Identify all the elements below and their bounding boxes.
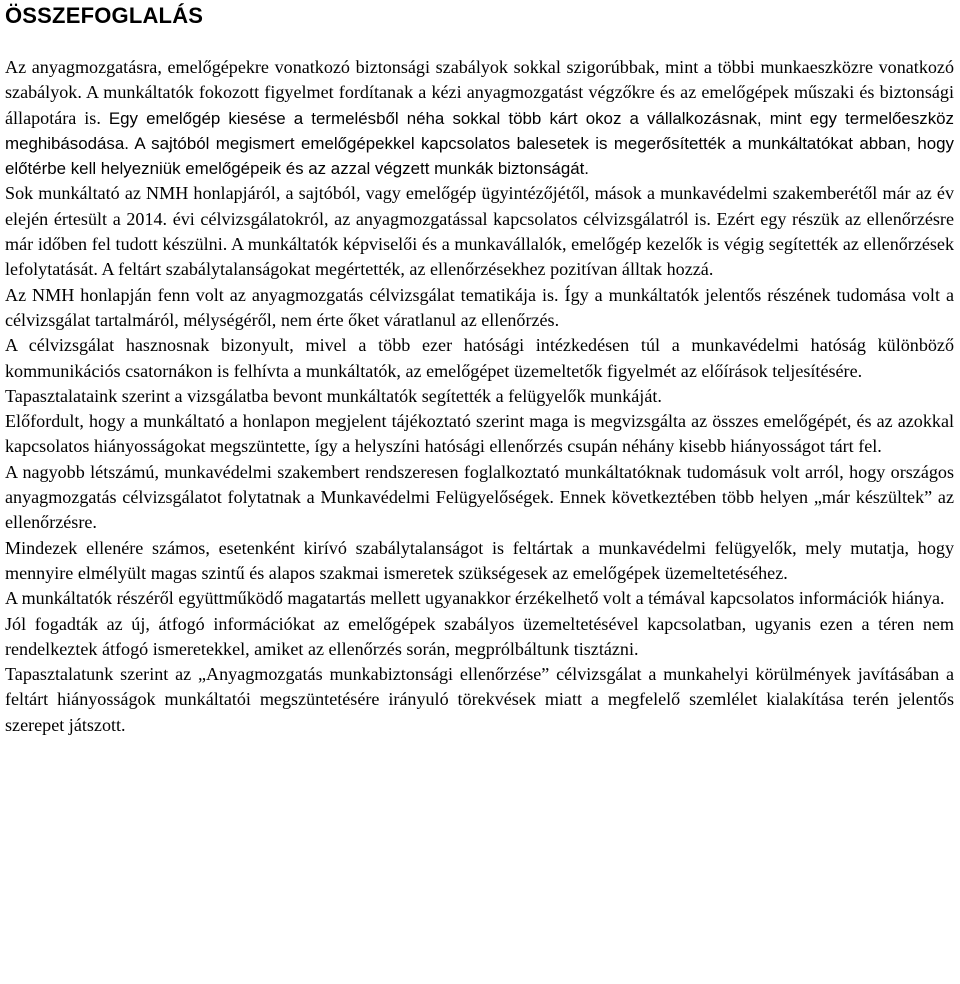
paragraph-text: Az anyagmozgatásra, emelőgépekre vonatkozó biztonsági szabályok sokkal szigorúbbak, mint a többi munkaeszközre vonatkozó szabályok. A munkáltatók fokozott figyelmet fordítanak a kézi anyagmozgatást végzőkre és az emelőgépek műszaki és biztonsági állapotára is. xyxy=(5,57,954,128)
paragraph xyxy=(5,612,954,663)
paragraph-text: Jól fogadták az új, átfogó információkat az emelőgépek szabályos üzemeltetésével kapcsolatban, ugyanis ezen a téren nem rendelkeztek átfogó ismeretekkel, amiket az ellenőrzés során, megprólbáltunk tisztázni. xyxy=(5,613,954,659)
paragraph xyxy=(5,536,954,587)
paragraph xyxy=(5,333,954,384)
paragraph-text: Egy emelőgép kiesése a termelésből néha sokkal több kárt okoz a vállalkozásnak, mint egy termelőeszköz meghibásodása. A sajtóból megismert emelőgépekkel kapcsolatos balesetek is megerősítették a munkáltatókat abban, hogy előtérbe kell helyezniük emelőgépeik és az azzal végzett munkák biztonságát. xyxy=(5,108,954,179)
document-page xyxy=(5,0,954,738)
paragraph-text: Tapasztalataink szerint a vizsgálatba bevont munkáltatók segítették a felügyelők munkáját. xyxy=(5,385,662,406)
paragraph xyxy=(5,409,954,460)
paragraph-text: Mindezek ellenére számos, esetenként kirívó szabálytalanságot is feltártak a munkavédelmi felügyelők, mely mutatja, hogy mennyire elmélyült magas szintű és alapos szakmai ismeretek szükségesek az emelőgépek üzemeltetéséhez. xyxy=(5,537,954,583)
paragraph xyxy=(5,283,954,334)
paragraph xyxy=(5,662,954,738)
paragraph-text: Tapasztalatunk szerint az „Anyagmozgatás munkabiztonsági ellenőrzése” célvizsgálat a munkahelyi körülmények javításában a feltárt hiányosságok munkáltatói megszüntetésére irányuló törekvések miatt a megfelelő szemlélet kialakítása terén jelentős szerepet játszott. xyxy=(5,664,954,735)
paragraph-text: Sok munkáltató az NMH honlapjáról, a sajtóból, vagy emelőgép ügyintézőjétől, mások a munkavédelmi szakemberétől már az év elején értesült a 2014. évi célvizsgálatokról, az anyagmozgatással kapcsolatos célvizsgálatról is. Ezért egy részük az ellenőrzésre már időben fel tudott készülni. A munkáltatók képviselői és a munkavállalók, emelőgép kezelők is végig segítették az ellenőrzések lefolytatását. A feltárt szabálytalanságokat megértették, az ellenőrzésekhez pozitívan álltak hozzá. xyxy=(5,183,954,280)
paragraph-text: A célvizsgálat hasznosnak bizonyult, mivel a több ezer hatósági intézkedésen túl a munkavédelmi hatóság különböző kommunikációs csatornákon is felhívta a munkáltatók, az emelőgépet üzemeltetők figyelmét az előírások teljesítésére. xyxy=(5,335,954,381)
paragraph-text: Előfordult, hogy a munkáltató a honlapon megjelent tájékoztató szerint maga is megvizsgálta az összes emelőgépét, és az azokkal kapcsolatos hiányosságokat megszüntette, így a helyszíni hatósági ellenőrzés csupán néhány kisebb hiányosságot tárt fel. xyxy=(5,411,954,457)
paragraph xyxy=(5,181,954,282)
paragraph-text: A nagyobb létszámú, munkavédelmi szakembert rendszeresen foglalkoztató munkáltatóknak tudomásuk volt arról, hogy országos anyagmozgatás célvizsgálatot folytatnak a Munkavédelmi Felügyelőségek. Ennek következtében több helyen „már készültek” az ellenőrzésre. xyxy=(5,461,954,533)
paragraph xyxy=(5,384,954,409)
paragraph xyxy=(5,460,954,536)
document-title: ÖSSZEFOGLALÁS xyxy=(5,3,204,28)
document-body xyxy=(5,55,954,738)
paragraph-text: A munkáltatók részéről együttműködő magatartás mellett ugyanakkor érzékelhető volt a témával kapcsolatos információk hiánya. xyxy=(5,588,945,609)
paragraph xyxy=(5,586,954,611)
paragraph-text: Az NMH honlapján fenn volt az anyagmozgatás célvizsgálat tematikája is. Így a munkáltatók jelentős részének tudomása volt a célvizsgálat tartalmáról, mélységéről, nem érte őket váratlanul az ellenőrzés. xyxy=(5,284,954,330)
paragraph xyxy=(5,55,954,181)
